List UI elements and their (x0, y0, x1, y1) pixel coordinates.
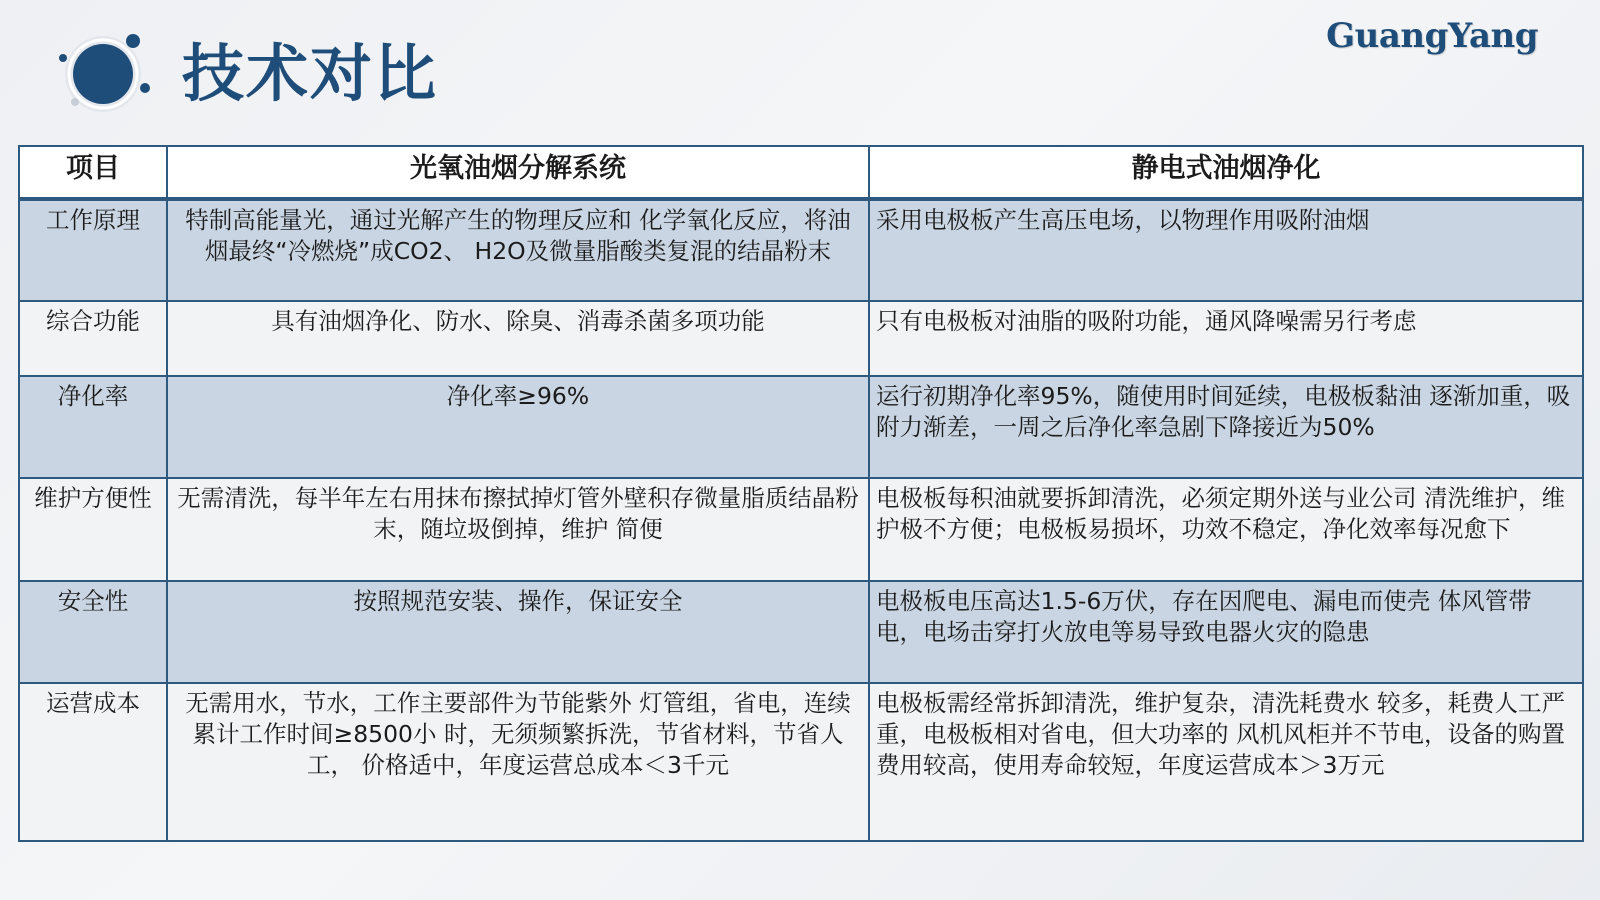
jingdian-cell: 电极板需经常拆卸清洗，维护复杂，清洗耗费水 较多，耗费人工严重，电极板相对省电，但大功率的 风机风柜并不节电，设备的购置费用较高，使用寿命较短，年度运营成本＞3万元 (869, 683, 1583, 841)
guangyang-cell: 无需用水，节水，工作主要部件为节能紫外 灯管组，省电，连续累计工作时间≥8500小 时，无须频繁拆洗，节省材料，节省人工， 价格适中，年度运营总成本＜3千元 (167, 683, 869, 841)
row-label: 运营成本 (19, 683, 167, 841)
column-header-guangyang: 光氧油烟分解系统 (167, 146, 869, 199)
row-label: 安全性 (19, 581, 167, 683)
jingdian-cell: 运行初期净化率95%，随使用时间延续，电极板黏油 逐渐加重，吸附力渐差，一周之后净化率急剧下降接近为50% (869, 376, 1583, 478)
column-header-jingdian: 静电式油烟净化 (869, 146, 1583, 199)
guangyang-cell: 无需清洗，每半年左右用抹布擦拭掉灯管外壁积存微量脂质结晶粉末，随垃圾倒掉，维护 简便 (167, 478, 869, 581)
page-title: 技术对比 (182, 37, 439, 110)
orbit-dots-icon (55, 28, 155, 118)
table-row (19, 478, 1583, 581)
table-row (19, 301, 1583, 376)
table-row (19, 683, 1583, 841)
row-label: 净化率 (19, 376, 167, 478)
column-header-item: 项目 (19, 146, 167, 199)
guangyang-cell: 按照规范安装、操作，保证安全 (167, 581, 869, 683)
jingdian-cell: 电极板电压高达1.5-6万伏，存在因爬电、漏电而使壳 体风管带电，电场击穿打火放电等易导致电器火灾的隐患 (869, 581, 1583, 683)
jingdian-cell: 采用电极板产生高压电场，以物理作用吸附油烟 (869, 199, 1583, 301)
guangyang-cell: 具有油烟净化、防水、除臭、消毒杀菌多项功能 (167, 301, 869, 376)
jingdian-cell: 只有电极板对油脂的吸附功能，通风降噪需另行考虑 (869, 301, 1583, 376)
table-row (19, 581, 1583, 683)
jingdian-cell: 电极板每积油就要拆卸清洗，必须定期外送与业公司 清洗维护，维护极不方便；电极板易损坏，功效不稳定，净化效率每况愈下 (869, 478, 1583, 581)
brand-logo-text: GuangYang (1326, 16, 1538, 56)
guangyang-cell: 特制高能量光，通过光解产生的物理反应和 化学氧化反应，将油烟最终“冷燃烧”成CO2、 H2O及微量脂酸类复混的结晶粉末 (167, 199, 869, 301)
row-label: 综合功能 (19, 301, 167, 376)
table-row (19, 199, 1583, 301)
table-header-row (19, 146, 1583, 199)
guangyang-cell: 净化率≥96% (167, 376, 869, 478)
row-label: 工作原理 (19, 199, 167, 301)
table-row (19, 376, 1583, 478)
comparison-table (18, 145, 1584, 842)
row-label: 维护方便性 (19, 478, 167, 581)
